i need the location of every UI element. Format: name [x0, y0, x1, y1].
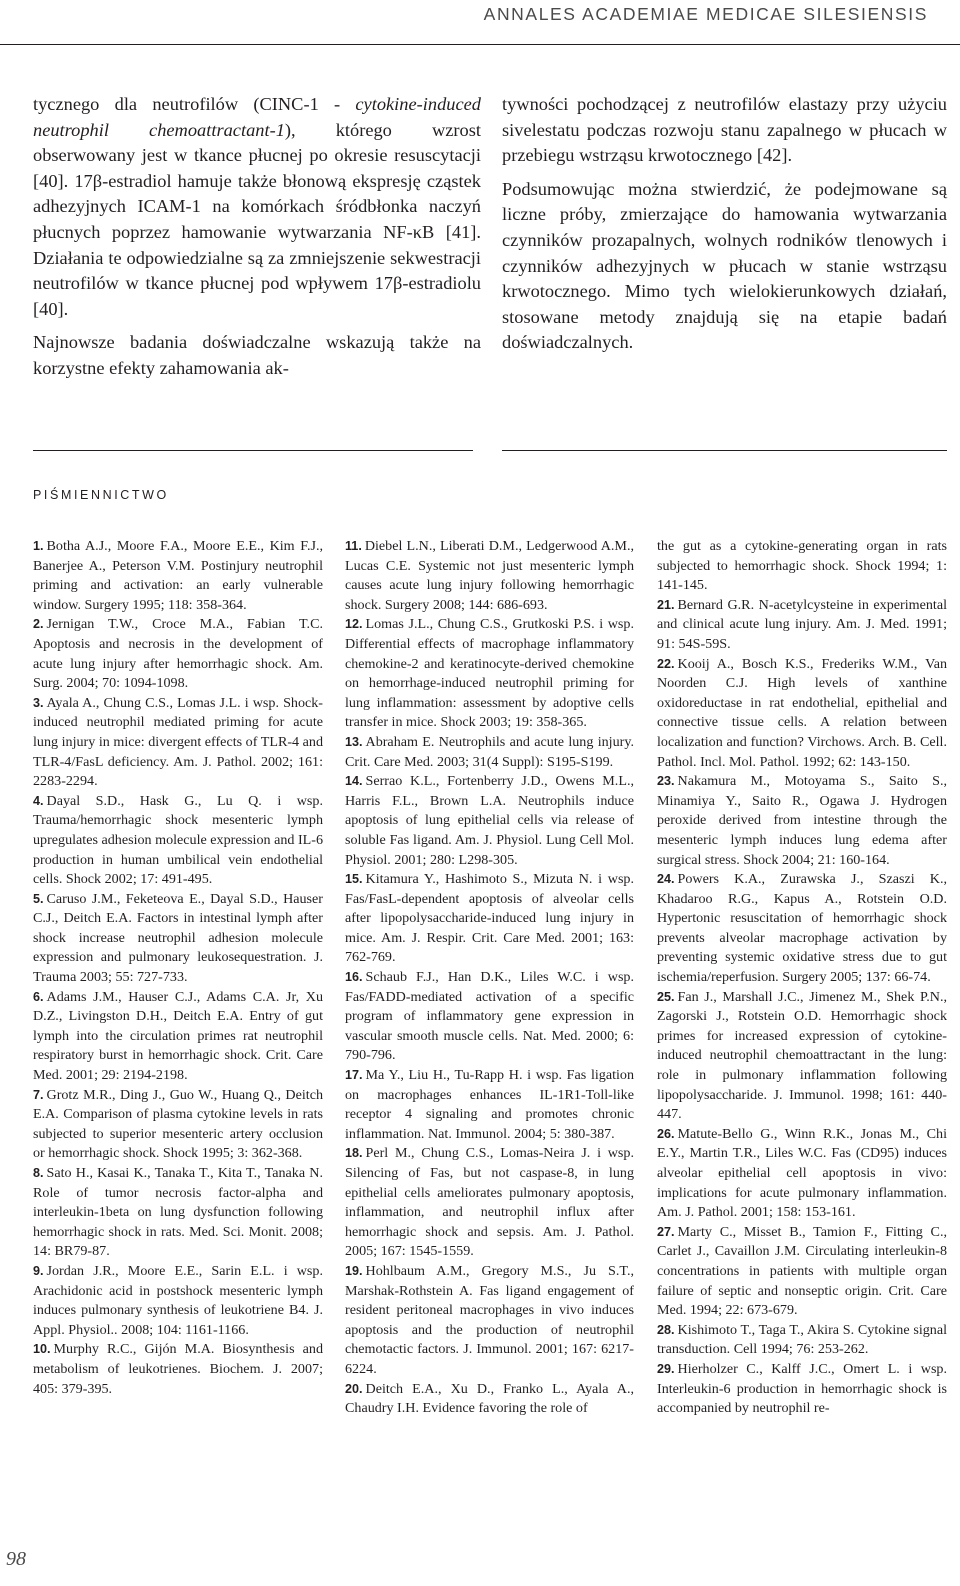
reference-text: Grotz M.R., Ding J., Guo W., Huang Q., Deitch E.A. Comparison of plasma cytokine levels in rats subjected to superior mesenteric artery occlusion or hemorrhagic shock. Shock 1995; 3: 362-368. — [33, 1086, 323, 1162]
reference-number: 2. — [33, 617, 44, 632]
reference-number: 11. — [345, 539, 362, 553]
reference-number: 21. — [657, 597, 675, 612]
reference-number: 4. — [33, 793, 44, 808]
references-column-1 — [33, 537, 323, 1399]
reference-entry — [33, 1340, 323, 1399]
body-text: ), którego wzrost obserwowany jest w tkance płucnej po okresie resuscytacji [40]. 17β-estradiol hamuje także błonową ekspresję cząstek adhezyjnych ICAM-1 na komórkach śródbłonka naczyń płucnych poprzez hamowanie wytwarzania NF-κB [41]. Działania te odpowiedzialne są za zmniejszenie sekwestracji neutrofilów w tkance płucnej pod wpływem 17β-estradiolu [40]. — [33, 119, 481, 319]
page-header — [0, 0, 960, 45]
reference-number: 9. — [33, 1263, 44, 1278]
reference-entry — [345, 1144, 634, 1262]
reference-text: Sato H., Kasai K., Tanaka T., Kita T., Tanaka N. Role of tumor necrosis factor-alpha and interleukin-1beta on lung dysfunction following hemorrhagic shock in rats. Med. Sci. Monit. 2008; 14: BR79-87. — [33, 1165, 323, 1260]
reference-text: Serrao K.L., Fortenberry J.D., Owens M.L., Harris F.L., Brown L.A. Neutrophils induce apoptosis of lung epithelial cells via release of soluble Fas ligand. Am. J. Physiol. Lung Cell Mol. Physiol. 2001; 280: L298-305. — [345, 773, 634, 868]
references-column-2 — [345, 537, 634, 1419]
reference-entry — [33, 1262, 323, 1340]
reference-number: 29. — [657, 1361, 675, 1376]
reference-entry — [345, 968, 634, 1066]
reference-entry — [33, 615, 323, 693]
body-paragraph: Najnowsze badania doświadczalne wskazują także na korzystne efekty zahamowania ak- — [33, 332, 481, 378]
reference-text: Murphy R.C., Gijón M.A. Biosynthesis and metabolism of leukotrienes. Biochem. J. 2007; 405: 379-395. — [33, 1341, 323, 1397]
reference-text: Perl M., Chung C.S., Lomas-Neira J. i wsp. Silencing of Fas, but not caspase-8, in lung epithelial cells ameliorates pulmonary apoptosis, inflammation, and neutrophil influx after hemorrhagic shock and sepsis. Am. J. Pathol. 2005; 167: 1545-1559. — [345, 1145, 634, 1260]
reference-text: Fan J., Marshall J.C., Jimenez M., Shek P.N., Zagorski J., Rotstein O.D. Hemorrhagic shock primes for increased expression of cytokine-induced neutrophil chemoattractant in the lung: role in pulmonary inflammation following lipopolysaccharide. J. Immunol. 1998; 161: 440-447. — [657, 988, 947, 1123]
reference-entry — [657, 1360, 947, 1419]
reference-text: Nakamura M., Motoyama S., Saito S., Minamiya Y., Saito R., Ogawa J. Hydrogen peroxide derived from intestine through the mesenteric lymph induces lung edema after surgical stress. Shock 2004; 21: 160-164. — [657, 773, 947, 868]
reference-continuation: the gut as a cytokine-generating organ in rats subjected to hemorrhagic shock. Shock 1994; 1: 141-145. — [657, 538, 947, 594]
body-column-left — [33, 92, 481, 390]
reference-number: 7. — [33, 1087, 44, 1102]
section-divider-right — [502, 450, 947, 451]
section-divider-left — [33, 450, 473, 451]
page-number: 98 — [6, 1548, 26, 1570]
reference-number: 27. — [657, 1224, 675, 1239]
references-heading: PIŚMIENNICTWO — [33, 488, 169, 502]
reference-entry — [33, 1164, 323, 1262]
reference-text: Deitch E.A., Xu D., Franko L., Ayala A., Chaudry I.H. Evidence favoring the role of — [345, 1380, 634, 1417]
reference-entry — [657, 772, 947, 870]
reference-text: Botha A.J., Moore F.A., Moore E.E., Kim F.J., Banerjee A., Peterson V.M. Postinjury neutrophil priming and activation: an early vulnerable window. Surgery 1995; 118: 358-364. — [33, 538, 323, 613]
reference-number: 19. — [345, 1263, 363, 1278]
reference-number: 5. — [33, 891, 44, 906]
reference-entry — [33, 1086, 323, 1164]
reference-text: Marty C., Misset B., Tamion F., Fitting C., Carlet J., Cavaillon J.M. Circulating interleukin-8 concentrations in patients with multiple organ failure of septic and nonseptic origin. Crit. Care Med. 1994; 22: 673-679. — [657, 1223, 947, 1319]
reference-entry — [657, 1321, 947, 1360]
reference-entry — [345, 615, 634, 733]
reference-number: 3. — [33, 695, 44, 710]
reference-text: Kitamura Y., Hashimoto S., Mizuta N. i wsp. Fas/FasL-dependent apoptosis of alveolar cells after lipopolysaccharide-induced lung injury in mice. Am. J. Respir. Crit. Care Med. 2001; 163: 762-769. — [345, 871, 634, 966]
reference-number: 1. — [33, 539, 44, 553]
reference-text: Diebel L.N., Liberati D.M., Ledgerwood A.M., Lucas C.E. Systemic not just mesenteric lymph causes acute lung injury following hemorrhagic shock. Surgery 2008; 144: 686-693. — [345, 538, 634, 613]
body-text-italic: cytokine-induced neutrophil chemoattractant-1 — [33, 94, 481, 140]
reference-number: 22. — [657, 656, 675, 671]
reference-number: 28. — [657, 1322, 675, 1337]
body-paragraph: Podsumowując można stwierdzić, że podejmowane są liczne próby, zmierzające do hamowania wytwarzania czynników prozapalnych, wolnych rodników tlenowych i czynników adhezyjnych w płucach w stanie wstrząsu krwotocznego. Mimo tych wielokierunkowych działań, stosowane metody znajdują się na etapie badań doświadczalnych. — [502, 178, 947, 353]
reference-entry — [657, 1223, 947, 1321]
reference-number: 8. — [33, 1166, 44, 1180]
reference-entry — [345, 1066, 634, 1144]
reference-number: 25. — [657, 989, 675, 1004]
body-column-right — [502, 92, 947, 364]
reference-entry — [33, 890, 323, 988]
reference-text: Lomas J.L., Chung C.S., Grutkoski P.S. i wsp. Differential effects of macrophage inflammatory chemokine-2 and keratinocyte-derived chemokine on hemorrhage-induced neutrophil priming for lung inflammation: assessment by adoptive cells transfer in mice. Shock 2003; 19: 358-365. — [345, 616, 634, 731]
reference-entry — [33, 988, 323, 1086]
reference-number: 24. — [657, 872, 675, 887]
reference-entry — [345, 1380, 634, 1419]
reference-number: 26. — [657, 1126, 675, 1141]
reference-number: 20. — [345, 1381, 363, 1396]
reference-number: 23. — [657, 774, 675, 789]
reference-text: Kishimoto T., Taga T., Akira S. Cytokine signal transduction. Cell 1994; 76: 253-262. — [657, 1321, 947, 1358]
reference-text: Bernard G.R. N-acetylcysteine in experimental and clinical acute lung injury. Am. J. Med. 1991; 91: 54S-59S. — [657, 596, 947, 652]
reference-entry — [345, 537, 634, 615]
reference-number: 15. — [345, 872, 363, 887]
reference-number: 16. — [345, 970, 363, 985]
reference-entry — [345, 772, 634, 870]
references-column-3 — [657, 537, 947, 1419]
reference-text: Kooij A., Bosch K.S., Frederiks W.M., Van Noorden C.J. High levels of xanthine oxidoreductase in rat endothelial, epithelial and connective tissue cells. A relation between localization and function? Virchows. Arch. B. Cell. Pathol. Incl. Mol. Pathol. 1992; 62: 143-150. — [657, 655, 947, 770]
journal-title: ANNALES ACADEMIAE MEDICAE SILESIENSIS — [483, 4, 928, 24]
reference-entry — [33, 537, 323, 615]
reference-text: Abraham E. Neutrophils and acute lung injury. Crit. Care Med. 2003; 31(4 Suppl): S195-S199. — [345, 733, 634, 770]
reference-entry — [657, 870, 947, 988]
reference-text: Dayal S.D., Hask G., Lu Q. i wsp. Trauma/hemorrhagic shock mesenteric lymph upregulates adhesion molecule expression and IL-6 production in human umbilical vein endothelial cells. Shock 2002; 17: 491-495. — [33, 792, 324, 888]
reference-entry — [657, 1125, 947, 1223]
reference-text: Powers K.A., Zurawska J., Szaszi K., Khadaroo R.G., Kapus A., Rotstein O.D. Hypertonic resuscitation of hemorrhagic shock prevents alveolar macrophage activation by preventing systemic oxidative stress due to gut ischemia/reperfusion. Surgery 2005; 137: 66-74. — [657, 871, 947, 986]
reference-text: Adams J.M., Hauser C.J., Adams C.A. Jr, Xu D.Z., Livingston D.H., Deitch E.A. Entry of gut lymph into the circulation primes rat neutrophil respiratory burst in hemorrhagic shock. Crit. Care Med. 2001; 29: 2194-2198. — [33, 988, 323, 1084]
reference-entry — [33, 792, 323, 890]
reference-entry — [33, 694, 323, 792]
body-paragraph: tywności pochodzącej z neutrofilów elastazy przy użyciu sivelestatu podczas rozwoju stanu zapalnego w płucach w przebiegu wstrząsu krwotocznego [42]. — [502, 94, 947, 166]
reference-number: 13. — [345, 734, 363, 749]
reference-number: 6. — [33, 989, 44, 1004]
reference-text: Schaub F.J., Han D.K., Liles W.C. i wsp. Fas/FADD-mediated activation of a specific program of inflammatory gene expression in vascular smooth muscle cells. Nat. Med. 2000; 6: 790-796. — [345, 969, 634, 1064]
reference-entry — [345, 870, 634, 968]
reference-number: 17. — [345, 1068, 363, 1083]
reference-number: 12. — [345, 617, 363, 632]
reference-entry — [345, 1262, 634, 1380]
reference-text: Hohlbaum A.M., Gregory M.S., Ju S.T., Marshak-Rothstein A. Fas ligand engagement of resident peritoneal macrophages in vivo induces apoptosis and the production of neutrophil chemotactic factors. J. Immunol. 2001; 167: 6217-6224. — [345, 1262, 634, 1377]
reference-text: Caruso J.M., Feketeova E., Dayal S.D., Hauser C.J., Deitch E.A. Factors in intestinal lymph after shock increase neutrophil adhesion molecule expression and pulmonary leukosequestration. J. Trauma 2003; 55: 727-733. — [33, 890, 323, 986]
reference-number: 18. — [345, 1146, 363, 1161]
reference-entry — [657, 988, 947, 1125]
reference-number: 10. — [33, 1342, 51, 1357]
reference-entry — [657, 655, 947, 773]
reference-text: Ma Y., Liu H., Tu-Rapp H. i wsp. Fas ligation on macrophages enhances IL-1R1-Toll-like receptor 4 signaling and promotes chronic inflammation. Nat. Immunol. 2004; 5: 380-387. — [345, 1067, 634, 1142]
reference-entry — [345, 733, 634, 772]
reference-text: Jordan J.R., Moore E.E., Sarin E.L. i wsp. Arachidonic acid in postshock mesenteric lymph induces pulmonary synthesis of leukotriene B4. J. Appl. Physiol.. 2008; 104: 1161-1166. — [33, 1262, 323, 1338]
reference-text: Jernigan T.W., Croce M.A., Fabian T.C. Apoptosis and necrosis in the development of acute lung injury after hemorrhagic shock. Am. Surg. 2004; 70: 1094-1098. — [33, 616, 323, 692]
reference-text: Matute-Bello G., Winn R.K., Jonas M., Chi E.Y., Martin T.R., Liles W.C. Fas (CD95) induces alveolar epithelial cell apoptosis in vivo: implications for acute pulmonary inflammation. Am. J. Pathol. 2001; 158: 153-161. — [657, 1125, 947, 1221]
reference-text: Ayala A., Chung C.S., Lomas J.L. i wsp. Shock-induced neutrophil mediated priming for acute lung injury in mice: divergent effects of TLR-4 and TLR-4/FasL deficiency. Am. J. Pathol. 2002; 161: 2283-2294. — [33, 694, 323, 790]
body-paragraph — [33, 92, 481, 322]
reference-number: 14. — [345, 774, 363, 789]
body-text: tycznego dla neutrofilów (CINC-1 - — [33, 94, 356, 114]
reference-text: Hierholzer C., Kalff J.C., Omert L. i wsp. Interleukin-6 production in hemorrhagic shock is accompanied by neutrophil re- — [657, 1360, 947, 1417]
reference-entry — [657, 596, 947, 655]
